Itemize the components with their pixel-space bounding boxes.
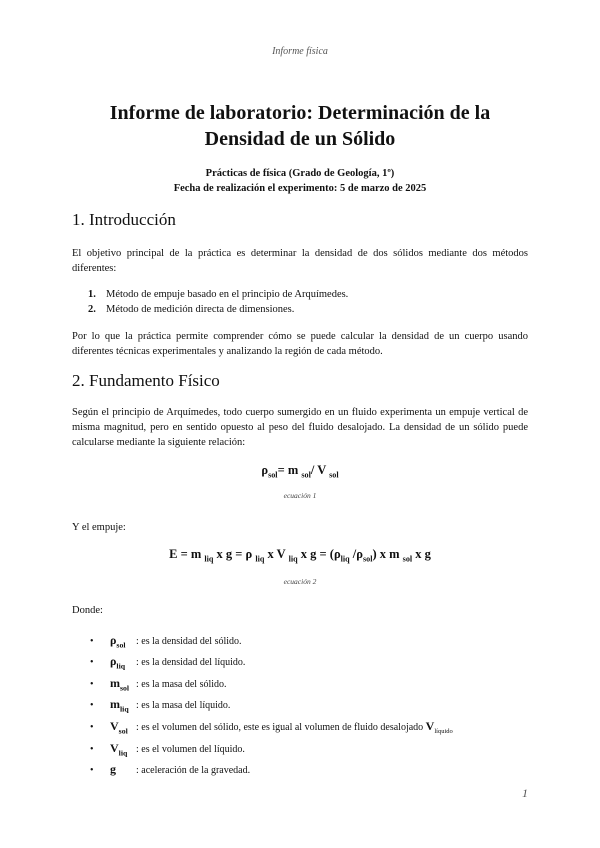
section-1-paragraph-2: Por lo que la práctica permite comprender cómo se puede calcular la densidad de un cuerpo usando diferentes técnicas experimentales y analizando la región de cada método. <box>72 331 528 357</box>
list-item: • $\rho_{liq}$ : es la densidad del líquido. <box>90 654 246 671</box>
list-item: • $m_{sol}$ : es la masa del sólido. <box>90 675 227 693</box>
section-1-paragraph-1: El objetivo principal de la práctica es determinar la densidad de dos sólidos mediante dos métodos diferentes: <box>72 248 528 274</box>
list-item: 2. Método de medición directa de dimensiones. <box>88 304 295 315</box>
document-title <box>60 100 540 152</box>
equation-2-caption: ecuación 2 <box>283 577 317 586</box>
list-item: 1. Método de empuje basado en el principio de Arquímedes. <box>88 289 349 300</box>
list-item: • g : aceleración de la gravedad. <box>90 761 251 776</box>
title-line-2: Densidad de un Sólido <box>204 128 396 150</box>
donde-label: Donde: <box>72 605 103 616</box>
definitions-list <box>90 632 453 782</box>
running-header: Informe física <box>272 46 328 57</box>
equation-1-caption: ecuación 1 <box>283 491 317 500</box>
section-2-heading: 2. Fundamento Físico <box>72 371 220 390</box>
section-2-paragraph-1: Según el principio de Arquímedes, todo cuerpo sumergido en un fluido experimenta un empuje vertical de misma magnitud, pero en sentido opuesto al peso del fluido desalojado. La densidad de un sólido puede calcularse mediante la siguiente relación: <box>72 407 528 448</box>
equation-1: $\rho_{sol}= m$ $_{sol}$/ V $_{sol}$ <box>261 463 339 480</box>
methods-list <box>88 287 348 317</box>
empuje-label: Y el empuje: <box>72 522 126 533</box>
list-item: • $V_{sol}$ : es el volumen del sólido, este es igual al volumen de fluido desalojado $V_{líquido}$ <box>90 718 453 735</box>
document-subtitle <box>60 166 540 196</box>
list-item: • $V_{liq}$ : es el volumen del líquido. <box>90 740 245 757</box>
subtitle-date: Fecha de realización el experimento: 5 de marzo de 2025 <box>173 183 427 194</box>
list-item: • $m_{liq}$ : es la masa del líquido. <box>90 697 231 714</box>
title-line-1: Informe de laboratorio: Determinación de la <box>109 102 491 124</box>
subtitle-course: Prácticas de física (Grado de Geología, 1º) <box>205 168 395 179</box>
equation-2: E = m $_{liq}$ x g = ρ $_{liq}$ x V $_{liq}$ x $g = (\rho_{liq}$ $/\rho_{sol}$) x m $_{sol}$ x g <box>169 547 431 564</box>
page-number: 1 <box>522 786 528 800</box>
list-item: • $\rho_{sol}$ : es la densidad del sólido. <box>90 633 242 650</box>
section-1-heading: 1. Introducción <box>72 210 176 229</box>
